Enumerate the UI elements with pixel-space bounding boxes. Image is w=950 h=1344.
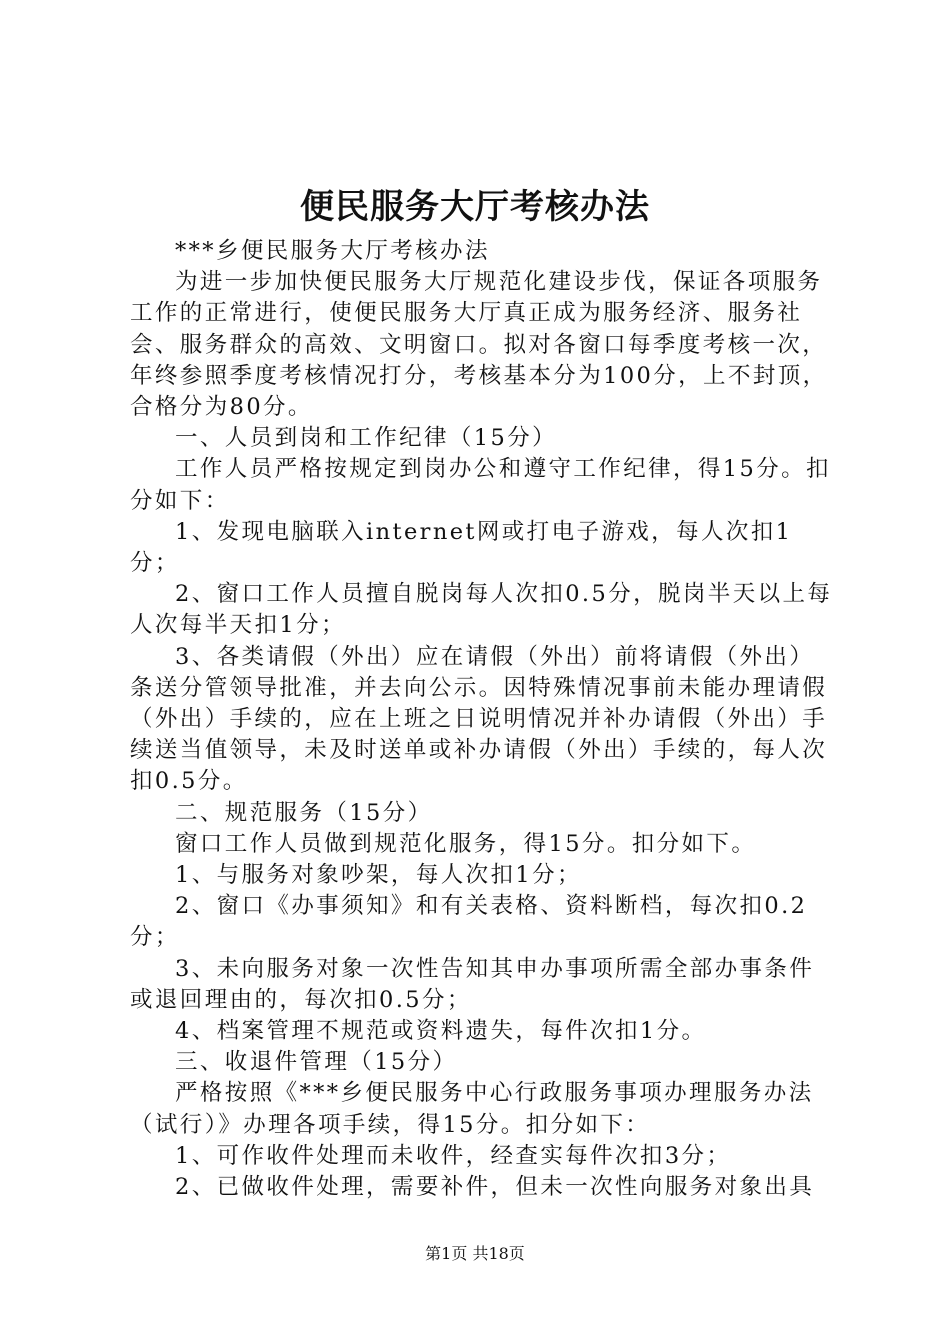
- paragraph-intro: 为进一步加快便民服务大厅规范化建设步伐，保证各项服务工作的正常进行，使便民服务大厅真正成为服务经济、服务社会、服务群众的高效、文明窗口。拟对各窗口每季度考核一次，年终参照季度考核情况打分，考核基本分为100分，上不封顶，合格分为80分。: [130, 269, 828, 421]
- list-item: 2、窗口工作人员擅自脱岗每人次扣0.5分，脱岗半天以上每人次每半天扣1分；: [130, 581, 833, 639]
- list-item: 4、档案管理不规范或资料遗失，每件次扣1分。: [175, 1018, 707, 1045]
- document-body: [130, 236, 836, 1203]
- paragraph: 工作人员严格按规定到岗办公和遵守工作纪律，得15分。扣分如下：: [130, 456, 831, 514]
- paragraph-subtitle: ***乡便民服务大厅考核办法: [175, 238, 490, 264]
- list-item: 1、可作收件处理而未收件，经查实每件次扣3分；: [175, 1142, 732, 1169]
- page-footer: 第1页 共18页: [425, 1244, 525, 1263]
- section-heading-1: 一、人员到岗和工作纪律（15分）: [175, 425, 558, 452]
- section-heading-2: 二、规范服务（15分）: [175, 799, 433, 826]
- list-item: 2、已做收件处理，需要补件，但未一次性向服务对象出具: [175, 1174, 815, 1201]
- paragraph: 严格按照《***乡便民服务中心行政服务事项办理服务办法（试行）》办理各项手续，得15分。扣分如下：: [130, 1080, 814, 1138]
- list-item: 2、窗口《办事须知》和有关表格、资料断档，每次扣0.2分；: [130, 893, 808, 951]
- document-title: 便民服务大厅考核办法: [300, 187, 650, 227]
- list-item: 3、各类请假（外出）应在请假（外出）前将请假（外出）条送分管领导批准，并去向公示。因特殊情况事前未能办理请假（外出）手续的，应在上班之日说明情况并补办请假（外出）手续送当值领导，未及时送单或补办请假（外出）手续的，每人次扣0.5分。: [130, 643, 828, 795]
- list-item: 1、与服务对象吵架，每人次扣1分；: [175, 862, 582, 889]
- list-item: 3、未向服务对象一次性告知其申办事项所需全部办事条件或退回理由的，每次扣0.5分；: [130, 955, 815, 1013]
- paragraph: 窗口工作人员做到规范化服务，得15分。扣分如下。: [175, 830, 757, 857]
- list-item: 1、发现电脑联入internet网或打电子游戏，每人次扣1分；: [130, 518, 793, 577]
- section-heading-3: 三、收退件管理（15分）: [175, 1049, 458, 1076]
